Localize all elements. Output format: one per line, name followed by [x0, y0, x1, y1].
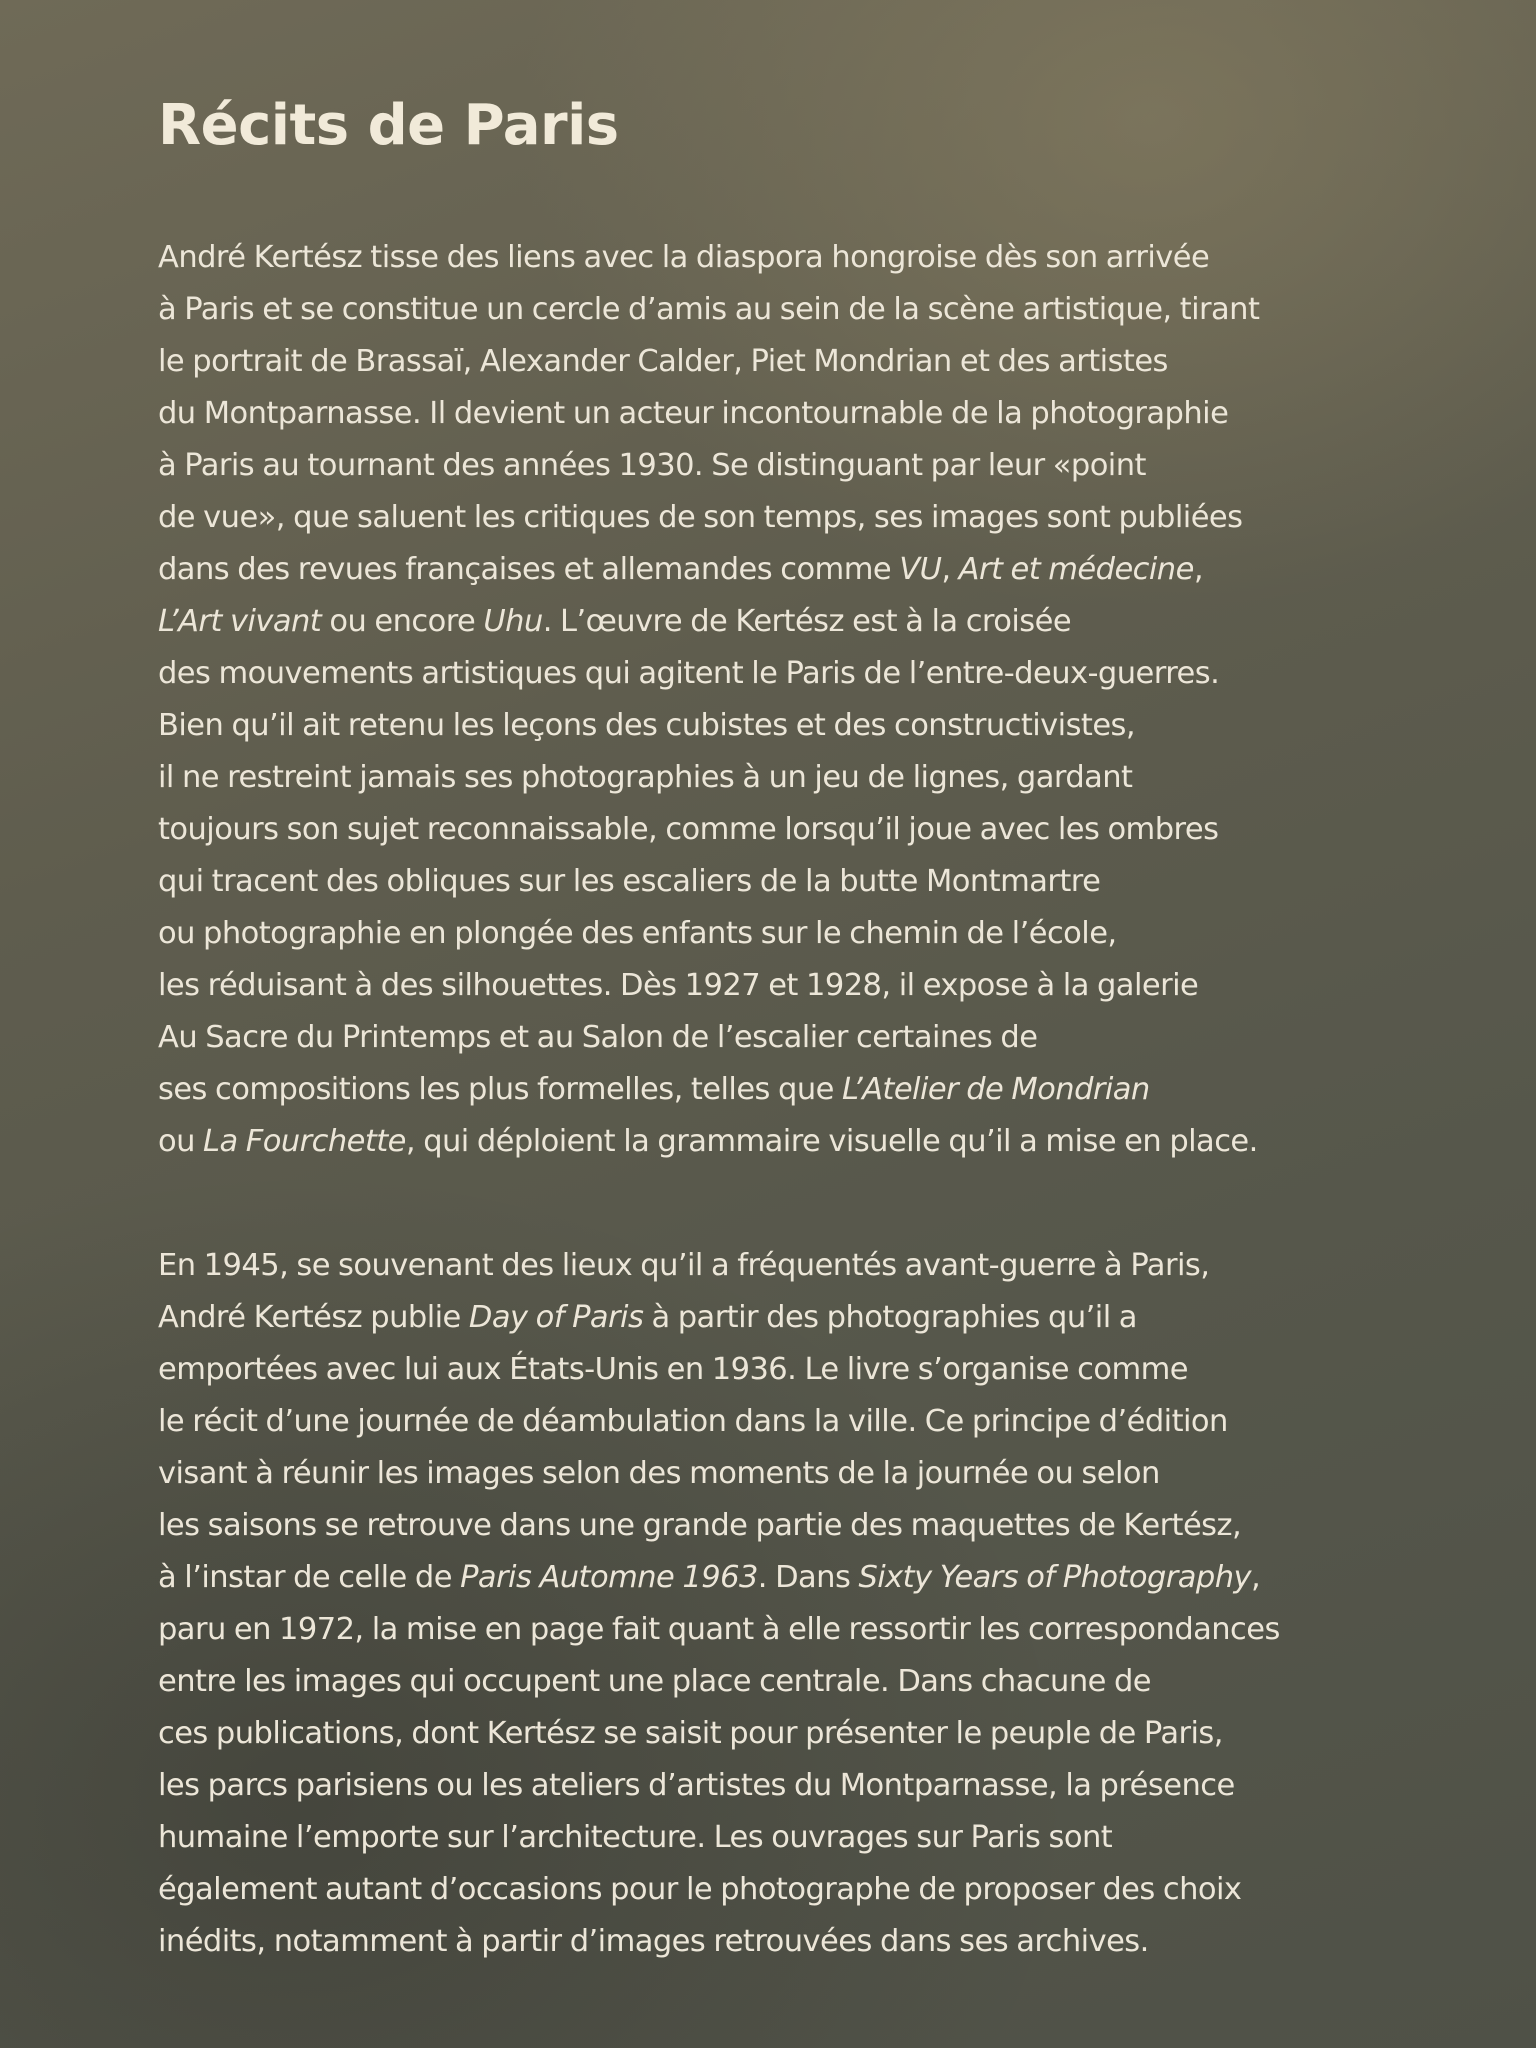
body-text: André Kertész publie [158, 1300, 469, 1335]
text-line [158, 1864, 1280, 1916]
body-text: le portrait de Brassaï, Alexander Calder, Piet Mondrian et des artistes [158, 344, 1168, 379]
body-text: des mouvements artistiques qui agitent le Paris de l’entre-deux-guerres. [158, 656, 1220, 691]
body-text: ces publications, dont Kertész se saisit pour présenter le peuple de Paris, [158, 1716, 1223, 1751]
text-line [158, 1064, 1259, 1116]
text-line [158, 1500, 1280, 1552]
body-text: dans des revues françaises et allemandes comme [158, 552, 900, 587]
body-text: En 1945, se souvenant des lieux qu’il a fréquentés avant-guerre à Paris, [158, 1248, 1210, 1283]
text-line [158, 544, 1259, 596]
body-text: Au Sacre du Printemps et au Salon de l’escalier certaines de [158, 1020, 1038, 1055]
text-line [158, 440, 1259, 492]
body-text: entre les images qui occupent une place centrale. Dans chacune de [158, 1664, 1151, 1699]
text-line [158, 388, 1259, 440]
body-text: les parcs parisiens ou les ateliers d’artistes du Montparnasse, la présence [158, 1768, 1235, 1803]
body-text: inédits, notamment à partir d’images retrouvées dans ses archives. [158, 1924, 1149, 1959]
body-text: ses compositions les plus formelles, telles que [158, 1072, 842, 1107]
text-line [158, 1448, 1280, 1500]
text-line [158, 1760, 1280, 1812]
body-text: à partir des photographies qu’il a [643, 1300, 1137, 1335]
body-text: André Kertész tisse des liens avec la diaspora hongroise dès son arrivée [158, 240, 1210, 275]
text-line [158, 908, 1259, 960]
italic-title-text: L’Atelier de Mondrian [842, 1072, 1150, 1107]
label-paragraph-2 [158, 1240, 1280, 1968]
text-line [158, 960, 1259, 1012]
text-line [158, 596, 1259, 648]
text-line [158, 1240, 1280, 1292]
italic-title-text: Uhu [483, 604, 543, 639]
text-line [158, 700, 1259, 752]
italic-title-text: La Fourchette [203, 1124, 406, 1159]
body-text: , [1251, 1560, 1261, 1595]
body-text: ou encore [321, 604, 484, 639]
body-text: toujours son sujet reconnaissable, comme lorsqu’il joue avec les ombres [158, 812, 1219, 847]
text-line [158, 1708, 1280, 1760]
body-text: qui tracent des obliques sur les escaliers de la butte Montmartre [158, 864, 1101, 899]
body-text: , [1193, 552, 1203, 587]
body-text: emportées avec lui aux États-Unis en 1936. Le livre s’organise comme [158, 1352, 1189, 1387]
text-line [158, 232, 1259, 284]
body-text: de vue», que saluent les critiques de son temps, ses images sont publiées [158, 500, 1243, 535]
body-text: Bien qu’il ait retenu les leçons des cubistes et des constructivistes, [158, 708, 1136, 743]
label-title: Récits de Paris [158, 93, 619, 158]
body-text: les saisons se retrouve dans une grande partie des maquettes de Kertész, [158, 1508, 1242, 1543]
body-text: visant à réunir les images selon des moments de la journée ou selon [158, 1456, 1160, 1491]
italic-title-text: Art et médecine [958, 552, 1194, 587]
body-text: paru en 1972, la mise en page fait quant à elle ressortir les correspondances [158, 1612, 1280, 1647]
text-line [158, 1292, 1280, 1344]
body-text: à l’instar de celle de [158, 1560, 461, 1595]
body-text: à Paris au tournant des années 1930. Se distinguant par leur «point [158, 448, 1146, 483]
body-text: . Dans [757, 1560, 859, 1595]
text-line [158, 1552, 1280, 1604]
body-text: ou [158, 1124, 204, 1159]
italic-title-text: Paris Automne 1963 [460, 1560, 758, 1595]
body-text: , [941, 552, 959, 587]
text-line [158, 804, 1259, 856]
text-line [158, 752, 1259, 804]
text-line [158, 1916, 1280, 1968]
text-line [158, 1656, 1280, 1708]
italic-title-text: L’Art vivant [158, 604, 322, 639]
text-line [158, 492, 1259, 544]
body-text: il ne restreint jamais ses photographies à un jeu de lignes, gardant [158, 760, 1133, 795]
body-text: les réduisant à des silhouettes. Dès 1927 et 1928, il expose à la galerie [158, 968, 1199, 1003]
body-text: , qui déploient la grammaire visuelle qu’il a mise en place. [405, 1124, 1258, 1159]
italic-title-text: Day of Paris [468, 1300, 644, 1335]
body-text: également autant d’occasions pour le photographe de proposer des choix [158, 1872, 1242, 1907]
body-text: . L’œuvre de Kertész est à la croisée [542, 604, 1072, 639]
label-paragraph-1 [158, 232, 1259, 1168]
italic-title-text: VU [899, 552, 942, 587]
body-text: humaine l’emporte sur l’architecture. Les ouvrages sur Paris sont [158, 1820, 1113, 1855]
text-line [158, 1344, 1280, 1396]
body-text: du Montparnasse. Il devient un acteur incontournable de la photographie [158, 396, 1229, 431]
text-line [158, 336, 1259, 388]
text-line [158, 648, 1259, 700]
body-text: le récit d’une journée de déambulation dans la ville. Ce principe d’édition [158, 1404, 1228, 1439]
text-line [158, 1396, 1280, 1448]
body-text: ou photographie en plongée des enfants sur le chemin de l’école, [158, 916, 1117, 951]
italic-title-text: Sixty Years of Photography [858, 1560, 1252, 1595]
text-line [158, 1012, 1259, 1064]
text-line [158, 284, 1259, 336]
text-line [158, 1812, 1280, 1864]
body-text: à Paris et se constitue un cercle d’amis au sein de la scène artistique, tirant [158, 292, 1260, 327]
text-line [158, 1116, 1259, 1168]
text-line [158, 1604, 1280, 1656]
text-line [158, 856, 1259, 908]
